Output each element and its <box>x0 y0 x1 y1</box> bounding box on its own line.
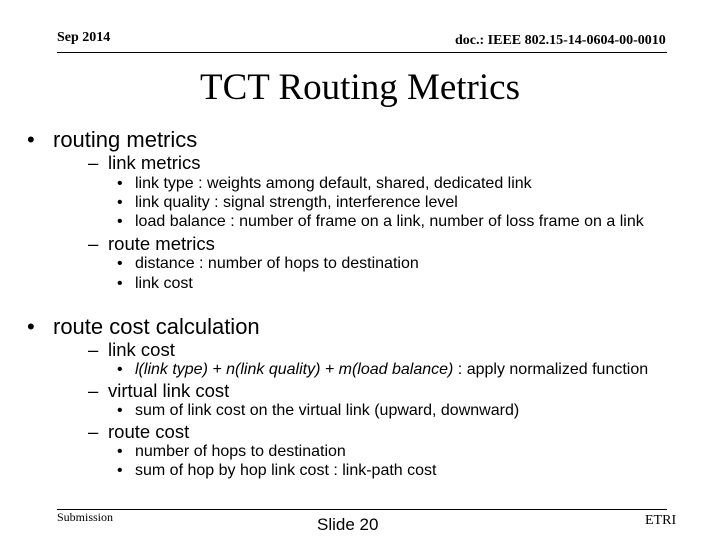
detail-text: load balance : number of frame on a link, number of loss frame on a link <box>135 213 644 230</box>
bullet-label: route cost calculation <box>53 314 260 339</box>
subbullet-link-cost <box>88 339 175 361</box>
small-bullet-icon: • <box>117 402 123 419</box>
detail-link-cost <box>117 275 193 293</box>
small-bullet-icon: • <box>117 443 123 460</box>
subbullet-route-metrics <box>88 233 215 255</box>
footer-submission: Submission <box>57 510 114 524</box>
bullet-dot-icon: • <box>27 314 35 339</box>
subbullet-label: route metrics <box>108 233 215 254</box>
subbullet-label: link metrics <box>108 152 201 173</box>
detail-distance <box>117 255 419 273</box>
header-doc-id: doc.: IEEE 802.15-14-0604-00-0010 <box>455 33 666 48</box>
bullet-dot-icon: • <box>27 127 35 152</box>
subbullet-virtual-link-cost <box>88 380 229 402</box>
dash-icon: – <box>88 339 99 360</box>
small-bullet-icon: • <box>117 361 123 378</box>
detail-text: number of hops to destination <box>135 443 346 460</box>
detail-hop-by-hop-sum <box>117 462 436 480</box>
detail-link-quality <box>117 194 458 212</box>
bullet-route-cost-calculation <box>27 314 260 340</box>
small-bullet-icon: • <box>117 275 123 292</box>
detail-text: sum of link cost on the virtual link (upward, downward) <box>135 402 520 419</box>
header-date: Sep 2014 <box>57 30 111 45</box>
detail-number-of-hops <box>117 443 346 461</box>
footer-divider <box>57 509 667 510</box>
bullet-routing-metrics <box>27 127 197 153</box>
subbullet-label: route cost <box>108 421 190 442</box>
detail-text: distance : number of hops to destination <box>135 255 419 272</box>
subbullet-label: link cost <box>108 339 175 360</box>
small-bullet-icon: • <box>117 255 123 272</box>
subbullet-link-metrics <box>88 152 201 174</box>
small-bullet-icon: • <box>117 194 123 211</box>
dash-icon: – <box>88 421 99 442</box>
detail-virtual-link-sum <box>117 402 519 420</box>
detail-text: link cost <box>135 275 193 292</box>
detail-text: sum of hop by hop link cost : link-path cost <box>135 462 437 479</box>
detail-link-type <box>117 175 532 193</box>
subbullet-route-cost <box>88 421 189 443</box>
small-bullet-icon: • <box>117 175 123 192</box>
detail-text: link type : weights among default, shared, dedicated link <box>135 175 532 192</box>
bullet-label: routing metrics <box>53 127 198 152</box>
header-divider <box>57 52 667 53</box>
small-bullet-icon: • <box>117 462 123 479</box>
footer-slide-number: Slide 20 <box>317 515 379 534</box>
detail-load-balance <box>117 213 644 231</box>
dash-icon: – <box>88 152 99 173</box>
footer-organization: ETRI <box>645 513 677 528</box>
slide-title: TCT Routing Metrics <box>200 67 520 108</box>
formula-italic: l(link type) + n(link quality) + m(load balance) <box>135 361 454 378</box>
small-bullet-icon: • <box>117 213 123 230</box>
detail-text: link quality : signal strength, interference level <box>135 194 458 211</box>
subbullet-label: virtual link cost <box>108 380 230 401</box>
detail-link-cost-formula <box>117 361 648 379</box>
dash-icon: – <box>88 233 99 254</box>
formula-rest: : apply normalized function <box>453 361 649 378</box>
dash-icon: – <box>88 380 99 401</box>
